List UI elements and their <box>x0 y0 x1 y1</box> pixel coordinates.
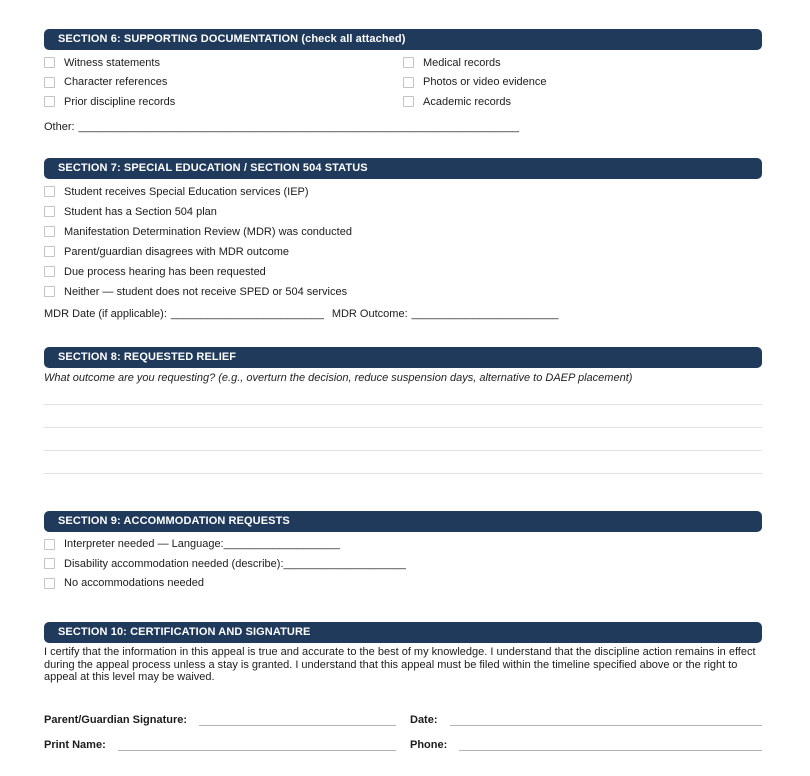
mdr-date-fill-line[interactable]: _________________________ <box>170 307 324 320</box>
section-7-checkbox-list <box>44 182 762 302</box>
language-fill-line[interactable]: ___________________ <box>223 538 340 551</box>
date-label: Date: <box>410 713 438 726</box>
checkbox-label: Manifestation Determination Review (MDR) was conducted <box>64 225 352 238</box>
section-9-accommodation-requests <box>44 511 762 594</box>
relief-write-line-3[interactable] <box>44 428 762 451</box>
checkbox-label: Neither — student does not receive SPED or 504 services <box>64 285 348 298</box>
section-6-supporting-documentation <box>44 29 762 135</box>
phone-line[interactable] <box>459 739 762 751</box>
section-8-header: SECTION 8: REQUESTED RELIEF <box>44 347 762 368</box>
mdr-fields-row <box>44 308 762 322</box>
checkbox-row <box>403 53 762 73</box>
checkbox-row <box>44 202 762 222</box>
checkbox-row <box>44 222 762 242</box>
checkbox-sped-iep[interactable] <box>44 186 55 197</box>
relief-write-line-2[interactable] <box>44 405 762 428</box>
checkbox-no-accommodations[interactable] <box>44 578 55 589</box>
checkbox-section-504-plan[interactable] <box>44 206 55 217</box>
checkbox-row <box>44 53 403 73</box>
requested-relief-write-area <box>44 390 762 474</box>
checkbox-row <box>44 535 762 555</box>
checkbox-mdr-conducted[interactable] <box>44 226 55 237</box>
checkbox-witness-statements[interactable] <box>44 57 55 68</box>
mdr-outcome-label: MDR Outcome: <box>331 307 408 320</box>
checkbox-label: Due process hearing has been requested <box>64 265 266 278</box>
checkbox-row <box>44 282 762 302</box>
checkbox-label: Student has a Section 504 plan <box>64 205 217 218</box>
mdr-outcome-fill-line[interactable]: ________________________ <box>411 307 559 320</box>
section-6-left-column <box>44 53 403 112</box>
phone-field-row <box>410 739 762 753</box>
section-6-right-column <box>403 53 762 112</box>
checkbox-row <box>44 242 762 262</box>
signature-field-row <box>44 714 396 728</box>
checkbox-label: Interpreter needed — Language: <box>64 538 224 551</box>
checkbox-label: Character references <box>64 76 168 89</box>
checkbox-label: Student receives Special Education services (IEP) <box>64 185 309 198</box>
checkbox-disagrees-mdr-outcome[interactable] <box>44 246 55 257</box>
checkbox-label: Witness statements <box>64 56 160 69</box>
print-name-line[interactable] <box>118 739 396 751</box>
checkbox-label: No accommodations needed <box>64 577 205 590</box>
section-10-header: SECTION 10: CERTIFICATION AND SIGNATURE <box>44 622 762 643</box>
other-fill-line[interactable]: ________________________________________________________________________ <box>78 120 520 133</box>
checkbox-label: Academic records <box>423 95 512 108</box>
mdr-date-label: MDR Date (if applicable): <box>44 307 167 320</box>
certification-statement: I certify that the information in this appeal is true and accurate to the best of my knowledge. I understand that the discipline action remains in effect during the appeal process unless a stay is granted. I understand that this appeal must be filed within the timeline specified above or the right to appeal at this level may be waived. <box>44 646 756 683</box>
checkbox-label: Medical records <box>423 56 501 69</box>
checkbox-photos-video-evidence[interactable] <box>403 77 414 88</box>
section-6-checkbox-grid <box>44 53 762 112</box>
parent-guardian-signature-label: Parent/Guardian Signature: <box>44 713 188 726</box>
checkbox-label: Disability accommodation needed (describe): <box>64 557 284 570</box>
section-7-special-education-status <box>44 158 762 322</box>
section-8-requested-relief <box>44 347 762 474</box>
phone-label: Phone: <box>410 738 448 751</box>
checkbox-row <box>44 73 403 93</box>
checkbox-row <box>44 554 762 574</box>
checkbox-academic-records[interactable] <box>403 96 414 107</box>
checkbox-label: Prior discipline records <box>64 95 176 108</box>
print-name-field-row <box>44 739 396 753</box>
checkbox-row <box>44 574 762 594</box>
print-name-label: Print Name: <box>44 738 106 751</box>
other-label: Other: <box>44 120 75 133</box>
section-9-header: SECTION 9: ACCOMMODATION REQUESTS <box>44 511 762 532</box>
checkbox-row <box>403 92 762 112</box>
parent-guardian-signature-line[interactable] <box>199 714 396 726</box>
checkbox-prior-discipline-records[interactable] <box>44 96 55 107</box>
section-9-checkbox-list <box>44 535 762 594</box>
checkbox-due-process-hearing[interactable] <box>44 266 55 277</box>
section-6-header: SECTION 6: SUPPORTING DOCUMENTATION (check all attached) <box>44 29 762 50</box>
checkbox-medical-records[interactable] <box>403 57 414 68</box>
checkbox-label: Parent/guardian disagrees with MDR outcome <box>64 245 290 258</box>
section-7-header: SECTION 7: SPECIAL EDUCATION / SECTION 504 STATUS <box>44 158 762 179</box>
checkbox-character-references[interactable] <box>44 77 55 88</box>
date-field-row <box>410 714 762 728</box>
checkbox-label: Photos or video evidence <box>423 76 547 89</box>
checkbox-neither-sped-504[interactable] <box>44 286 55 297</box>
checkbox-row <box>44 182 762 202</box>
checkbox-disability-accommodation[interactable] <box>44 558 55 569</box>
date-line[interactable] <box>450 714 762 726</box>
relief-write-line-4[interactable] <box>44 451 762 474</box>
checkbox-interpreter-needed[interactable] <box>44 539 55 550</box>
checkbox-row <box>403 73 762 93</box>
relief-write-line-1[interactable] <box>44 390 762 405</box>
section-10-certification-signature <box>44 622 762 753</box>
describe-fill-line[interactable]: ____________________ <box>283 557 406 570</box>
requested-relief-prompt: What outcome are you requesting? (e.g., overturn the decision, reduce suspension days, alternative to DAEP placement) <box>44 371 633 384</box>
checkbox-row <box>44 262 762 282</box>
signature-block <box>44 714 762 753</box>
other-field-row <box>44 121 762 135</box>
checkbox-row <box>44 92 403 112</box>
